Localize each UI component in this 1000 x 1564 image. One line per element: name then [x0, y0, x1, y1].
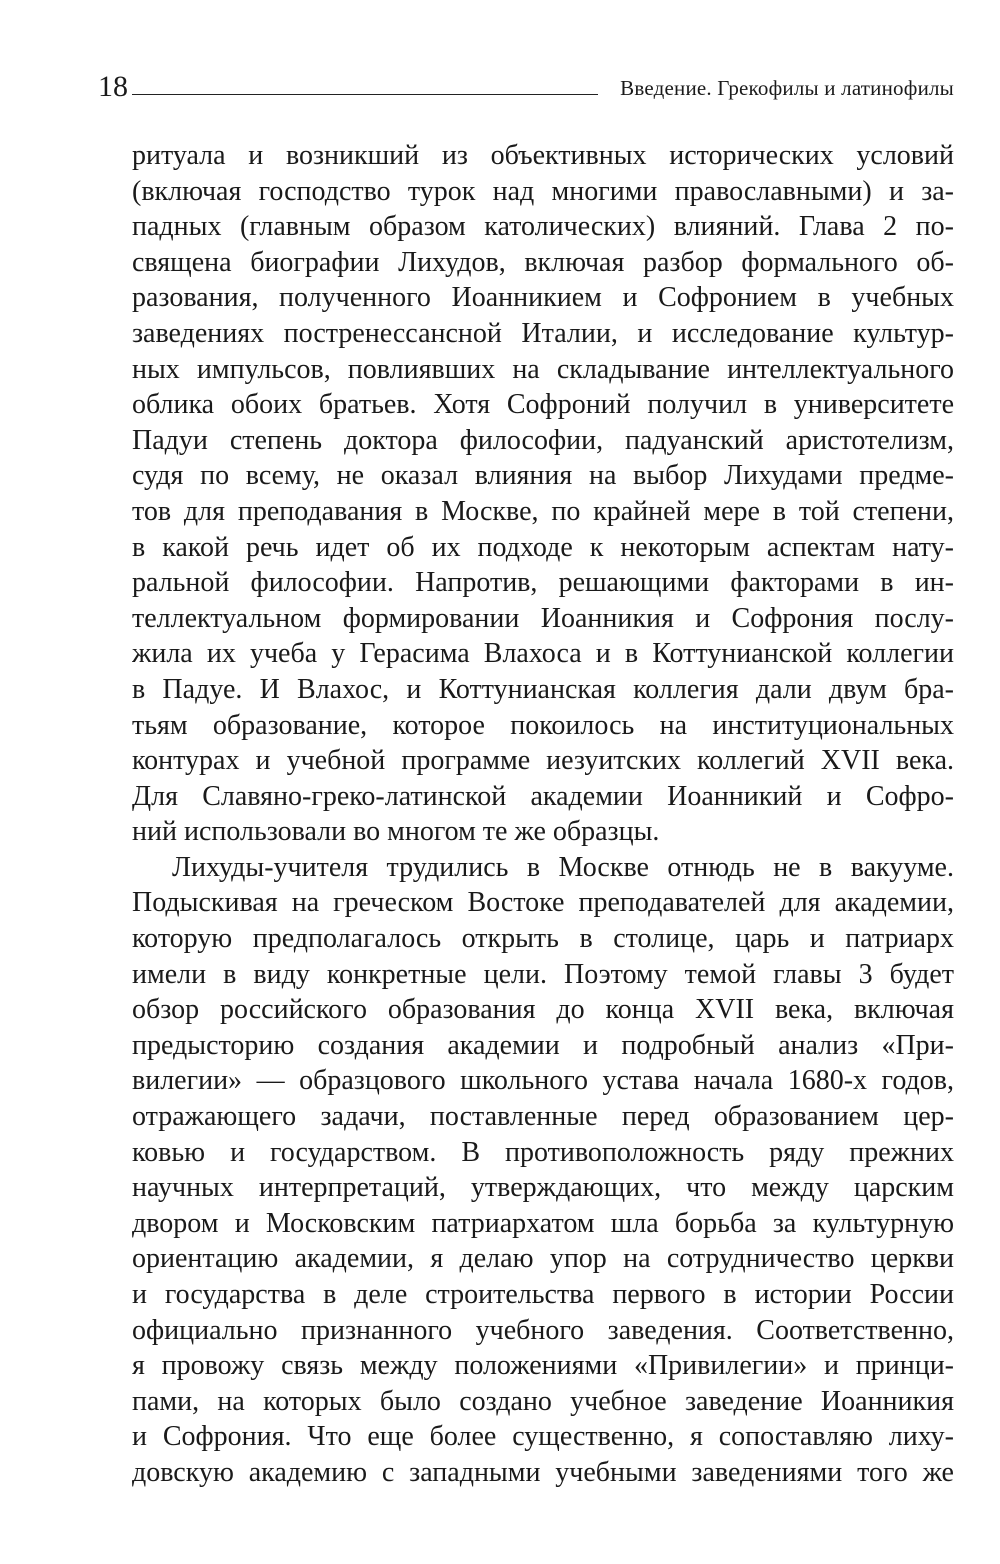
text-line: и государства в деле строительства первого в истории России	[132, 1279, 954, 1310]
paragraph	[132, 850, 954, 1491]
text-line: облика обоих братьев. Хотя Софроний получил в университете	[132, 389, 954, 421]
text-line: священа биографии Лихудов, включая разбор формального об-	[132, 246, 954, 278]
text-line: ковью и государством. В противоположность ряду прежних	[132, 1136, 954, 1168]
text-line: двором и Московским патриархатом шла борьба за культурную	[132, 1207, 954, 1239]
text-line: тьям образование, которое покоилось на институциональных	[132, 709, 954, 741]
text-line: ритуала и возникший из объективных исторических условий	[132, 140, 954, 171]
text-line: которую предполагалось открыть в столице, царь и патриарх	[132, 923, 954, 955]
text-line: Для Славяно-греко-латинской академии Иоанникий и Софро-	[132, 780, 954, 812]
text-line: в Падуе. И Влахос, и Коттунианская коллегия дали двум бра-	[132, 673, 954, 705]
text-line: разования, полученного Иоанникием и Софронием в учебных	[132, 282, 954, 314]
text-line: падных (главным образом католических) влияний. Глава 2 по-	[132, 211, 954, 243]
text-line: я провожу связь между положениями «Привилегии» и принци-	[132, 1350, 954, 1382]
header-rule	[132, 94, 598, 95]
text-line: ориентацию академии, я делаю упор на сотрудничество церкви	[132, 1243, 954, 1275]
text-line: предысторию создания академии и подробный анализ «При-	[132, 1029, 954, 1061]
text-line: обзор российского образования до конца XVII века, включая	[132, 994, 954, 1026]
text-line: в какой речь идет об их подходе к некоторым аспектам нату-	[132, 531, 954, 563]
text-line: Подыскивая на греческом Востоке преподавателей для академии,	[132, 887, 954, 919]
page-header	[98, 70, 954, 104]
body-text	[132, 138, 954, 1491]
text-line: отражающего задачи, поставленные перед образованием цер-	[132, 1101, 954, 1133]
text-line: жила их учеба у Герасима Влахоса и в Коттунианской коллегии	[132, 638, 954, 670]
text-line: судя по всему, не оказал влияния на выбор Лихудами предме-	[132, 460, 954, 492]
page-number: 18	[98, 70, 128, 103]
text-line: Падуи степень доктора философии, падуанский аристотелизм,	[132, 424, 954, 456]
text-line: теллектуальном формировании Иоанникия и Софрония послу-	[132, 602, 954, 634]
text-line: Лихуды-учителя трудились в Москве отнюдь не в вакууме.	[172, 851, 954, 883]
text-line: заведениях постренессансной Италии, и исследование культур-	[132, 317, 954, 349]
text-line: пами, на которых было создано учебное заведение Иоанникия	[132, 1385, 954, 1417]
text-line: ных импульсов, повлиявших на складывание интеллектуального	[132, 353, 954, 385]
text-line: научных интерпретаций, утверждающих, что между царским	[132, 1172, 954, 1204]
text-line: официально признанного учебного заведения. Соответственно,	[132, 1314, 954, 1346]
text-line: ний использовали во многом те же образцы.	[132, 816, 660, 848]
text-line: ральной философии. Напротив, решающими факторами в ин-	[132, 567, 954, 599]
text-line: довскую академию с западными учебными заведениями того же	[132, 1456, 954, 1488]
text-line: имели в виду конкретные цели. Поэтому темой главы 3 будет	[132, 958, 954, 990]
text-line: вилегии» — образцового школьного устава начала 1680-х годов,	[132, 1065, 954, 1097]
text-line: и Софрония. Что еще более существенно, я сопоставляю лиху-	[132, 1421, 954, 1453]
paragraph	[132, 138, 954, 850]
text-line: тов для преподавания в Москве, по крайней мере в той степени,	[132, 495, 954, 527]
running-title: Введение. Грекофилы и латинофилы	[620, 76, 954, 100]
text-line: (включая господство турок над многими православными) и за-	[132, 175, 954, 207]
text-line: контурах и учебной программе иезуитских коллегий XVII века.	[132, 745, 954, 777]
